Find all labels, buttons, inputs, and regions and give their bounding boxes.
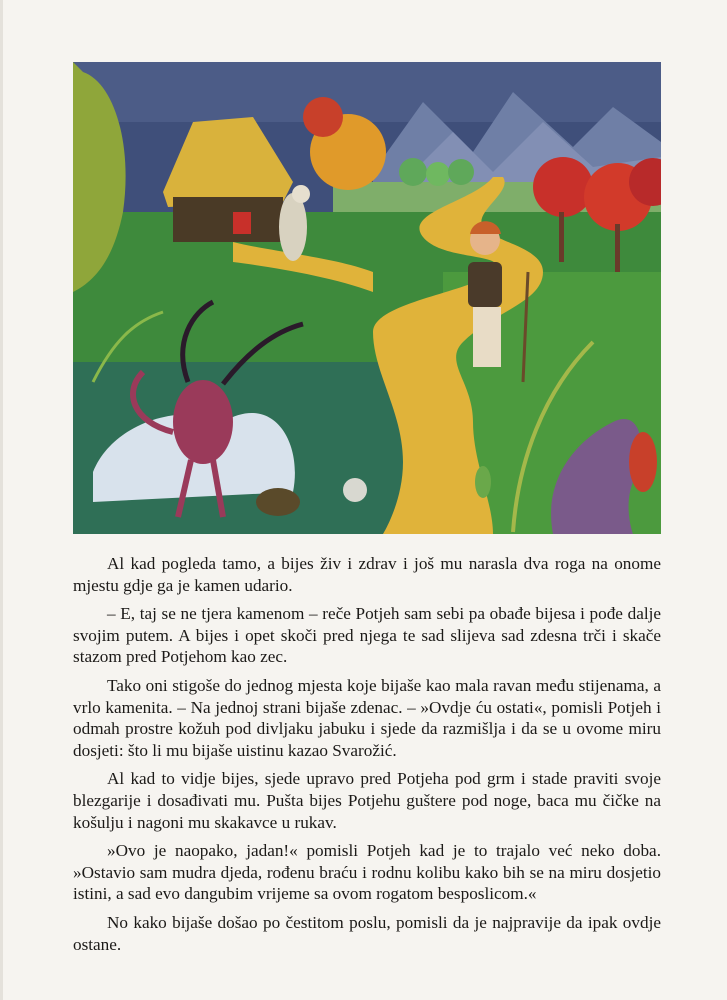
paragraph-1: Al kad pogleda tamo, a bijes živ i zdrav i još mu narasla dva roga na onome mjestu gdje ga je kamen udario. xyxy=(73,554,661,595)
red-tree-trunk-1 xyxy=(559,212,564,262)
paragraph-4: Al kad to vidje bijes, sjede upravo pred Potjeha pod grm i stade praviti svoje blezgarije i dosađivati mu. Pušta bijes Potjehu guštere pod noge, baca mu čičke na košulju i nagoni mu skakavce u rukav. xyxy=(73,769,661,832)
red-tree-1 xyxy=(533,157,593,217)
illustration-artwork xyxy=(73,62,661,534)
red-tree-trunk-2 xyxy=(615,224,620,272)
story-illustration xyxy=(73,62,661,534)
autumn-tree-top xyxy=(303,97,343,137)
traveler-legs xyxy=(473,307,501,367)
traveler-vest xyxy=(468,262,502,307)
small-green-figure xyxy=(475,466,491,498)
old-man xyxy=(279,193,307,261)
paragraph-3: Tako oni stigoše do jednog mjesta koje bijaše kao mala ravan među stijenama, a vrlo kamenita. – Na jednoj strani bijaše zdenac. – »Ovdje ću ostati«, pomisli Potjeh i odmah prostre kožuh pod divljaku jabuku i sjede da razmišlja i da se u ovome miru dosjeti: što li mu bijaše uistinu kazao Svarožić. xyxy=(73,675,661,760)
sky-light xyxy=(73,62,661,122)
hut-wall xyxy=(173,197,283,242)
far-tree-3 xyxy=(448,159,474,185)
turtle xyxy=(256,488,300,516)
small-red-devil xyxy=(629,432,657,492)
far-tree-2 xyxy=(426,162,450,186)
horned-devil xyxy=(173,380,233,464)
paragraph-6: No kako bijaše došao po čestitom poslu, pomisli da je najpravije da ipak ovdje ostane. xyxy=(73,912,661,954)
story-text xyxy=(73,553,661,962)
hut-door-fire xyxy=(233,212,251,234)
paragraph-2: – E, taj se ne tjera kamenom – reče Potjeh sam sebi pa obađe bijesa i pođe dalje svojim putem. A bijes i opet skoči pred njega te sad slijeva sad zdesna trči i skače stazom pred Potjehom kao zec. xyxy=(73,604,661,667)
far-tree-1 xyxy=(399,158,427,186)
paragraph-5: »Ovo je naopako, jadan!« pomisli Potjeh kad je to trajalo već neko doba. »Ostavio sam mudra djeda, rođenu braću i rodnu kolibu kako bih se na miru dosjetio istini, a sad evo dangubim vrijeme sa ovom rogatom besposlicom.« xyxy=(73,841,661,904)
old-man-head xyxy=(292,185,310,203)
stone-1 xyxy=(343,478,367,502)
page-edge xyxy=(0,0,3,1000)
